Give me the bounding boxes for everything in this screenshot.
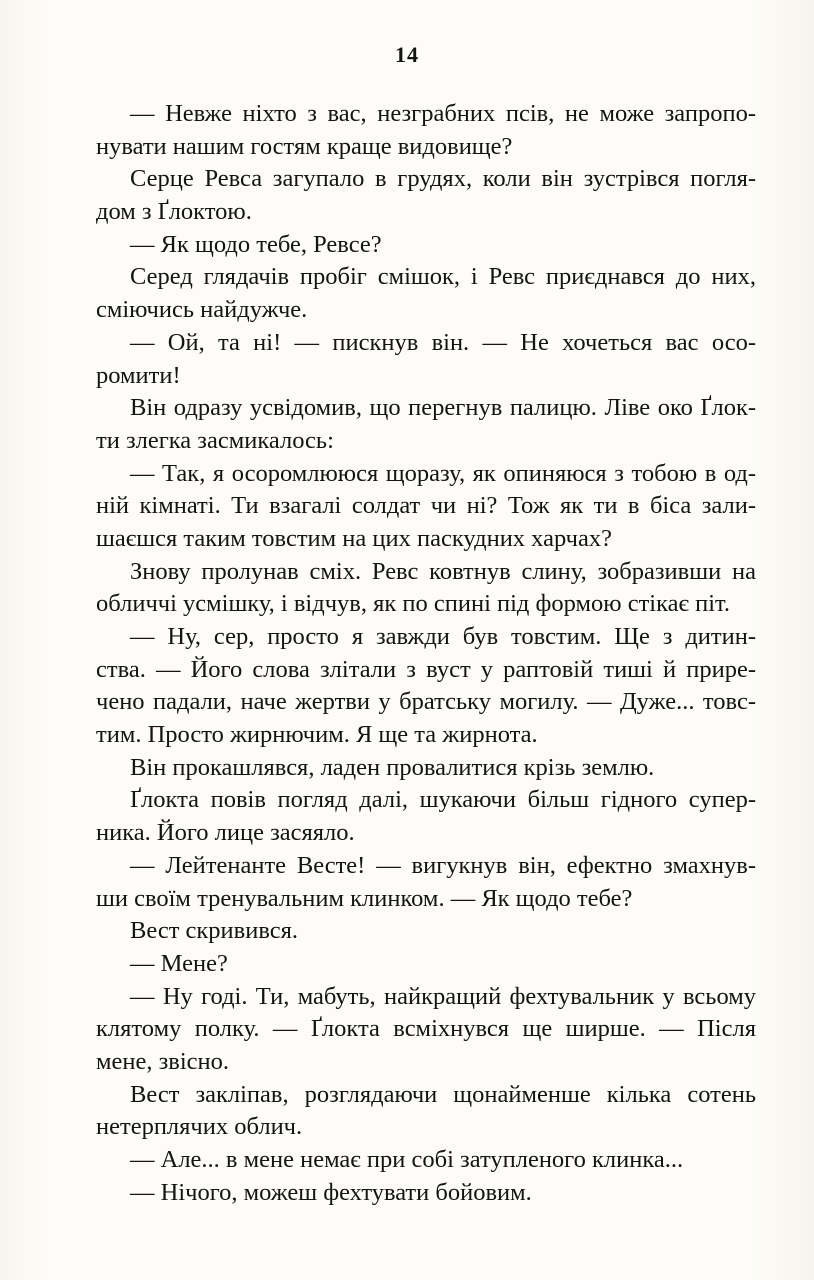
text-line: — Невже ніхто з вас, незграбних псів, не може запропо- [130, 100, 756, 127]
text-line: нувати нашим гостям краще видовище? [96, 132, 513, 160]
text-line: мене, звісно. [96, 1047, 230, 1075]
text-line: тим. Просто жирнючим. Я ще та жирнота. [96, 721, 538, 749]
text-line: — Лейтенанте Весте! — вигукнув він, ефектно змахнув- [130, 851, 756, 879]
text-line: — Ну годі. Ти, мабуть, найкращий фехтувальник у всьому [130, 982, 756, 1010]
text-line: Серце Ревса загупало в грудях, коли він зустрівся погля- [130, 165, 756, 193]
text-line: Він прокашлявся, ладен провалитися крізь землю. [130, 753, 655, 781]
text-line: Вест закліпав, розглядаючи щонайменше кілька сотень [130, 1080, 756, 1108]
text-line: — Як щодо тебе, Ревсе? [130, 230, 382, 258]
text-line: — Ой, та ні! — пискнув він. — Не хочеться вас осо- [130, 328, 756, 356]
text-line: Вест скривився. [130, 917, 299, 945]
text-line: обличчі усмішку, і відчув, як по спині під формою стікає піт. [96, 590, 731, 618]
text-line: Знову пролунав сміх. Ревс ковтнув слину, зобразивши на [130, 557, 756, 585]
text-line: ства. — Його слова злітали з вуст у раптовій тиші й прире- [96, 655, 756, 683]
text-line: — Нічого, можеш фехтувати бойовим. [130, 1178, 532, 1206]
text-line: шаєшся таким товстим на цих паскудних харчах? [96, 524, 612, 552]
text-line: Він одразу усвідомив, що перегнув палицю. Ліве око Ґлок- [130, 394, 756, 422]
page-number: 14 [395, 42, 419, 67]
text-line: чено падали, наче жертви у братську могилу. — Дуже... товс- [96, 688, 756, 716]
text-line: клятому полку. — Ґлокта всміхнувся ще ширше. — Після [96, 1015, 756, 1043]
text-line: Ґлокта повів погляд далі, шукаючи більш гідного супер- [130, 786, 756, 814]
body-text [96, 98, 756, 1209]
text-line: Серед глядачів пробіг смішок, і Ревс приєднався до них, [130, 263, 756, 291]
text-line: сміючись найдужче. [96, 296, 308, 324]
text-line: ній кімнаті. Ти взагалі солдат чи ні? Тож як ти в біса зали- [96, 492, 756, 520]
text-line: — Але... в мене немає при собі затупленого клинка... [130, 1146, 684, 1173]
text-line: ти злегка засмикалось: [96, 426, 334, 454]
text-line: ши своїм тренувальним клинком. — Як щодо тебе? [96, 884, 633, 912]
text-line: ника. Його лице засяяло. [96, 819, 355, 847]
text-line: ромити! [96, 361, 181, 389]
text-line: нетерплячих облич. [96, 1113, 303, 1141]
text-line: дом з Ґлоктою. [96, 198, 252, 226]
text-line: — Ну, сер, просто я завжди був товстим. Ще з дитин- [130, 623, 756, 650]
text-line: — Так, я осоромлююся щоразу, як опиняюся з тобою в од- [130, 459, 756, 487]
text-line: — Мене? [130, 949, 228, 977]
